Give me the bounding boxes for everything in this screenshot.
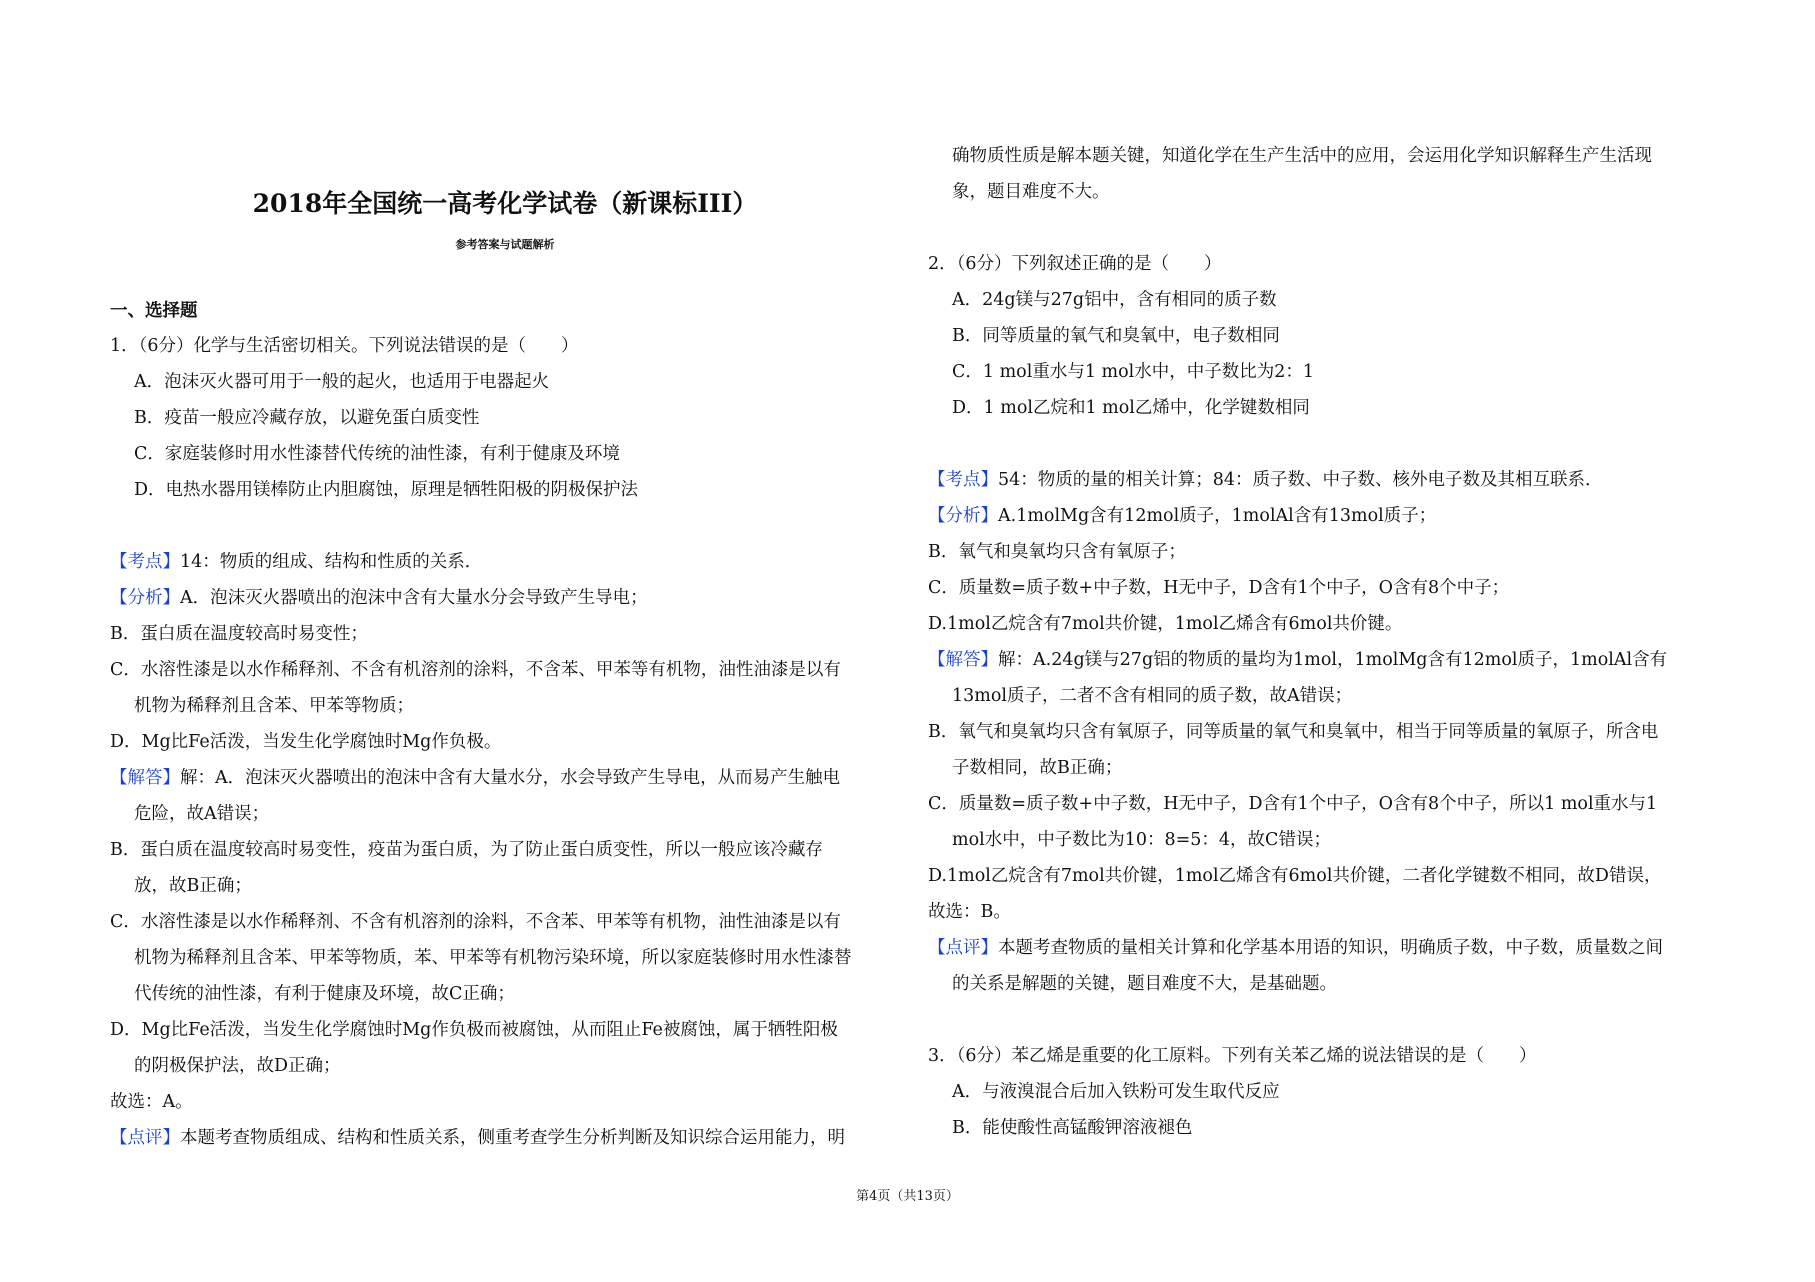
q1-jieda-line: D．Mg比Fe活泼，当发生化学腐蚀时Mg作负极而被腐蚀，从而阻止Fe被腐蚀，属于牺牲阳极 [110,1020,838,1040]
question-3-option-b: B．能使酸性高锰酸钾溶液褪色 [952,1118,1193,1138]
q2-fenxi [928,505,1436,527]
question-1-option-b: B．疫苗一般应冷藏存放，以避免蛋白质变性 [134,408,480,428]
q1-jieda-line: 危险，故A错误； [134,804,270,824]
q1-jieda-line: C．水溶性漆是以水作稀释剂、不含有机溶剂的涂料，不含苯、甲苯等有机物，油性油漆是以有 [110,912,841,932]
kaodian-text: 54：物质的量的相关计算；84：质子数、中子数、核外电子数及其相互联系． [998,470,1603,490]
question-1-option-a: A．泡沫灭火器可用于一般的起火，也适用于电器起火 [134,372,550,392]
q2-jieda-line: C．质量数=质子数+中子数，H无中子，D含有1个中子，O含有8个中子，所以1 mol重水与1 [928,794,1658,814]
dianping-text: 本题考查物质组成、结构和性质关系，侧重考查学生分析判断及知识综合运用能力，明 [180,1128,845,1148]
question-2-option-d: D．1 mol乙烷和1 mol乙烯中，化学键数相同 [952,398,1310,418]
q2-dianping-cont: 的关系是解题的关键，题目难度不大，是基础题。 [952,974,1337,994]
section-heading: 一、选择题 [110,301,198,321]
q1-jieda-line: B．蛋白质在温度较高时易变性，疫苗为蛋白质，为了防止蛋白质变性，所以一般应该冷藏存 [110,840,823,860]
q2-fenxi-line: B．氧气和臭氧均只含有氧原子； [928,542,1186,562]
q1-dianping-cont: 象，题目难度不大。 [952,182,1110,202]
q1-fenxi-line: C．水溶性漆是以水作稀释剂、不含有机溶剂的涂料，不含苯、甲苯等有机物，油性油漆是以有 [110,660,841,680]
q1-jieda-line: 代传统的油性漆，有利于健康及环境，故C正确； [134,984,515,1004]
q1-answer: 故选：A。 [110,1092,193,1112]
question-2-option-b: B．同等质量的氧气和臭氧中，电子数相同 [952,326,1280,346]
q1-fenxi-line: 机物为稀释剂且含苯、甲苯等物质； [134,696,414,716]
fenxi-text: A．泡沫灭火器喷出的泡沫中含有大量水分会导致产生导电； [180,588,648,608]
q1-jieda [110,767,840,789]
q2-kaodian [928,469,1603,491]
q1-dianping [110,1127,845,1149]
jieda-text: 解：A.24g镁与27g铝的物质的量均为1mol，1molMg含有12mol质子，1molAl含有 [998,650,1668,670]
q2-dianping [928,937,1663,959]
fenxi-tag: 【分析】 [110,588,180,608]
jieda-tag: 【解答】 [110,768,180,788]
page-footer: 第4页（共13页） [856,1189,959,1204]
kaodian-text: 14：物质的组成、结构和性质的关系． [180,552,483,572]
dianping-tag: 【点评】 [110,1128,180,1148]
q2-jieda [928,649,1667,671]
q1-kaodian [110,551,482,573]
q1-jieda-line: 的阴极保护法，故D正确； [134,1056,341,1076]
q2-fenxi-line: C．质量数=质子数+中子数，H无中子，D含有1个中子，O含有8个中子； [928,578,1510,598]
q2-jieda-line: D.1mol乙烷含有7mol共价键，1mol乙烯含有6mol共价键，二者化学键数不相同，故D错误， [928,866,1662,886]
fenxi-text: A.1molMg含有12mol质子，1molAl含有13mol质子； [998,506,1437,526]
q2-answer: 故选：B。 [928,902,1011,922]
page-subtitle: 参考答案与试题解析 [455,238,555,251]
fenxi-tag: 【分析】 [928,506,998,526]
jieda-tag: 【解答】 [928,650,998,670]
question-3-stem: 3．（6分）苯乙烯是重要的化工原料。下列有关苯乙烯的说法错误的是（ ） [928,1046,1537,1066]
question-2-option-a: A．24g镁与27g铝中，含有相同的质子数 [952,290,1277,310]
q1-fenxi [110,587,648,609]
kaodian-tag: 【考点】 [928,470,998,490]
q1-fenxi-line: B．蛋白质在温度较高时易变性； [110,624,368,644]
q1-jieda-line: 机物为稀释剂且含苯、甲苯等物质，苯、甲苯等有机物污染环境，所以家庭装修时用水性漆替 [134,948,852,968]
dianping-text: 本题考查物质的量相关计算和化学基本用语的知识，明确质子数，中子数，质量数之间 [998,938,1663,958]
q2-jieda-line: B．氧气和臭氧均只含有氧原子，同等质量的氧气和臭氧中，相当于同等质量的氧原子，所含电 [928,722,1659,742]
kaodian-tag: 【考点】 [110,552,180,572]
q1-dianping-cont: 确物质性质是解本题关键，知道化学在生产生活中的应用，会运用化学知识解释生产生活现 [952,146,1652,166]
dianping-tag: 【点评】 [928,938,998,958]
question-2-option-c: C．1 mol重水与1 mol水中，中子数比为2：1 [952,362,1315,382]
q1-jieda-line: 放，故B正确； [134,876,252,896]
question-1-option-c: C．家庭装修时用水性漆替代传统的油性漆，有利于健康及环境 [134,444,620,464]
q2-jieda-line: 13mol质子，二者不含有相同的质子数，故A错误； [952,686,1353,706]
q2-jieda-line: 子数相同，故B正确； [952,758,1123,778]
question-2-stem: 2．（6分）下列叙述正确的是（ ） [928,254,1222,274]
page-title: 2018年全国统一高考化学试卷（新课标III） [252,189,758,218]
q1-fenxi-line: D．Mg比Fe活泼，当发生化学腐蚀时Mg作负极。 [110,732,502,752]
question-3-option-a: A．与液溴混合后加入铁粉可发生取代反应 [952,1082,1280,1102]
q2-jieda-line: mol水中，中子数比为10：8=5：4，故C错误； [952,830,1331,850]
q2-fenxi-line: D.1mol乙烷含有7mol共价键，1mol乙烯含有6mol共价键。 [928,614,1403,634]
question-1-option-d: D．电热水器用镁棒防止内胆腐蚀，原理是牺牲阳极的阴极保护法 [134,480,639,500]
question-1-stem: 1．（6分）化学与生活密切相关。下列说法错误的是（ ） [110,336,579,356]
jieda-text: 解：A．泡沫灭火器喷出的泡沫中含有大量水分，水会导致产生导电，从而易产生触电 [180,768,841,788]
